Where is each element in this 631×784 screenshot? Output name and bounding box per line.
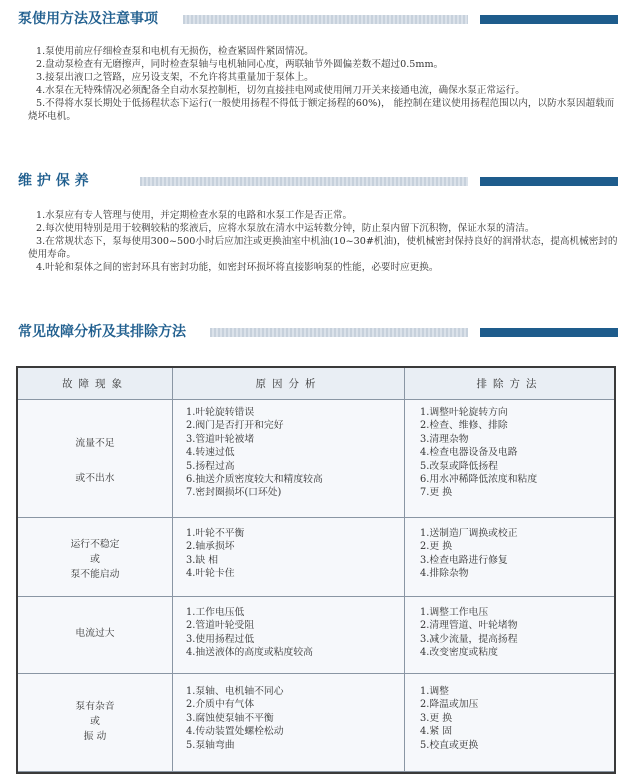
fix-item: 4.排除杂物: [420, 568, 469, 580]
symptom-line: 或不出水: [75, 473, 115, 484]
fix-item: 4.改变密度或粘度: [420, 647, 498, 659]
cause-item: 3.使用扬程过低: [186, 633, 255, 645]
fix-item: 4.检查电器设备及电路: [420, 447, 518, 459]
column-divider: [404, 368, 405, 772]
section-bar-light: [210, 328, 468, 337]
symptom-cell: [18, 699, 172, 744]
symptom-cell: [18, 436, 172, 486]
fix-cell: [420, 685, 610, 752]
cause-item: 2.介质中有气体: [186, 699, 255, 711]
table-header: [18, 368, 614, 400]
fix-item: 1.送制造厂调换或校正: [420, 528, 518, 539]
fault-table: [16, 366, 616, 774]
table-row: [18, 400, 614, 518]
cause-item: 4.抽送液体的高度或粘度较高: [186, 647, 313, 659]
table-row: [18, 598, 614, 674]
section-header-usage: [18, 9, 618, 29]
fix-item: 3.更 换: [420, 712, 453, 724]
section-title-usage: 泵使用方法及注意事项: [18, 11, 158, 27]
fix-item: 1.调整工作电压: [420, 607, 489, 618]
symptom-cell: [18, 537, 172, 582]
table-row: [18, 519, 614, 597]
cause-item: 4.转速过低: [186, 447, 235, 459]
cause-item: 2.阀门是否打开和完好: [186, 420, 284, 432]
usage-item: 1.泵使用前应仔细检查泵和电机有无损伤，检查紧固件紧固情况。: [36, 46, 314, 57]
usage-item: 4.水泵在无特殊情况必须配备全自动水泵控制柜，切勿直接挂电网或使用闸刀开关来接通电流，确保水泵正常运行。: [36, 85, 525, 96]
cause-item: 7.密封圈损坏(口环处): [186, 487, 282, 499]
section-title-maintenance: 维 护 保 养: [18, 173, 89, 189]
cause-item: 4.叶轮卡住: [186, 568, 235, 580]
symptom-line: 振 动: [83, 731, 107, 742]
cause-cell: [186, 606, 396, 660]
fix-item: 1.调整: [420, 686, 449, 697]
fix-item: 7.更 换: [420, 487, 453, 499]
symptom-line: 流量不足: [75, 438, 115, 449]
symptom-line: 泵有杂音: [75, 701, 115, 712]
cause-item: 1.泵轴、电机轴不同心: [186, 686, 284, 697]
section-bar-dark: [480, 177, 618, 186]
header-cause: 原因分析: [255, 378, 322, 390]
fix-item: 2.更 换: [420, 541, 453, 553]
usage-paragraphs: [28, 45, 618, 123]
table-row: [18, 675, 614, 772]
section-header-maintenance: [18, 171, 618, 191]
fix-item: 2.清理管道、叶轮堵物: [420, 620, 518, 632]
maintenance-item: 3.在常规状态下，泵每使用300~500小时后应加注或更换油室中机油(10~30#机油)，使机械密封保持良好的润滑状态，提高机械密封的使用寿命。: [28, 236, 618, 260]
section-title-faults: 常见故障分析及其排除方法: [18, 324, 186, 340]
cause-item: 6.抽送介质密度较大和精度较高: [186, 474, 323, 486]
symptom-line: 泵不能启动: [70, 569, 120, 580]
cause-item: 2.管道叶轮受阻: [186, 620, 255, 632]
fix-item: 3.清理杂物: [420, 433, 469, 445]
cause-item: 5.泵轴弯曲: [186, 739, 235, 751]
cause-item: 4.传动装置处螺栓松动: [186, 726, 284, 738]
cause-item: 5.扬程过高: [186, 460, 235, 472]
symptom-line: 或: [90, 716, 100, 727]
cause-cell: [186, 685, 396, 752]
maintenance-item: 4.叶轮和泵体之间的密封环具有密封功能，如密封环损坏将直接影响泵的性能，必要时应更换。: [36, 262, 439, 273]
section-bar-light: [183, 15, 468, 24]
fix-item: 2.降温或加压: [420, 699, 479, 711]
fix-cell: [420, 527, 610, 581]
cause-item: 1.工作电压低: [186, 607, 245, 618]
fix-item: 4.紧 固: [420, 726, 453, 738]
cause-item: 1.叶轮不平衡: [186, 528, 245, 539]
section-bar-dark: [480, 15, 618, 24]
column-divider: [172, 368, 173, 772]
header-symptom: 故障现象: [62, 378, 128, 390]
fix-item: 5.改泵或降低扬程: [420, 460, 498, 472]
fix-item: 1.调整叶轮旋转方向: [420, 407, 508, 418]
symptom-line: 或: [90, 554, 100, 565]
cause-item: 3.缺 相: [186, 554, 219, 566]
cause-item: 3.管道叶轮被堵: [186, 433, 255, 445]
usage-item: 2.盘动泵检查有无磨擦声，同时检查泵轴与电机轴同心度，两联轴节外圆偏差数不超过0.5mm。: [36, 59, 444, 70]
fix-item: 3.减少流量，提高扬程: [420, 633, 518, 645]
usage-item: 3.接泵出液口之管路，应另设支架，不允许将其重量加于泵体上。: [36, 72, 314, 83]
cause-item: 1.叶轮旋转错误: [186, 407, 255, 418]
maintenance-item: 1.水泵应有专人管理与使用，并定期检查水泵的电路和水泵工作是否正常。: [36, 210, 353, 221]
symptom-line: 电流过大: [75, 628, 115, 639]
fix-item: 2.检查、维修、排除: [420, 420, 508, 432]
cause-cell: [186, 406, 396, 500]
maintenance-item: 2.每次使用特别是用于较稠较粘的浆液后，应将水泵放在清水中运转数分钟，防止泵内留下沉积物，保证水泵的清洁。: [36, 223, 535, 234]
symptom-line: 运行不稳定: [70, 539, 120, 550]
fix-item: 3.检查电路进行修复: [420, 554, 508, 566]
fix-cell: [420, 606, 610, 660]
maintenance-paragraphs: [28, 209, 618, 274]
cause-item: 2.轴承损坏: [186, 541, 235, 553]
cause-cell: [186, 527, 396, 581]
symptom-cell: [18, 626, 172, 641]
section-bar-dark: [480, 328, 618, 337]
cause-item: 3.腐蚀使泵轴不平衡: [186, 712, 274, 724]
header-fix: 排除方法: [476, 378, 543, 390]
fix-item: 6.用水冲稀降低浓度和粘度: [420, 474, 538, 486]
fix-cell: [420, 406, 610, 500]
usage-item: 5.不得将水泵长期处于低扬程状态下运行(一般使用扬程不得低于额定扬程的60%)， 能控制在建议使用扬程范围以内，以防水泵因超载而烧坏电机。: [28, 98, 615, 122]
section-bar-light: [140, 177, 468, 186]
fix-item: 5.校直或更换: [420, 739, 479, 751]
section-header-faults: [18, 322, 618, 342]
